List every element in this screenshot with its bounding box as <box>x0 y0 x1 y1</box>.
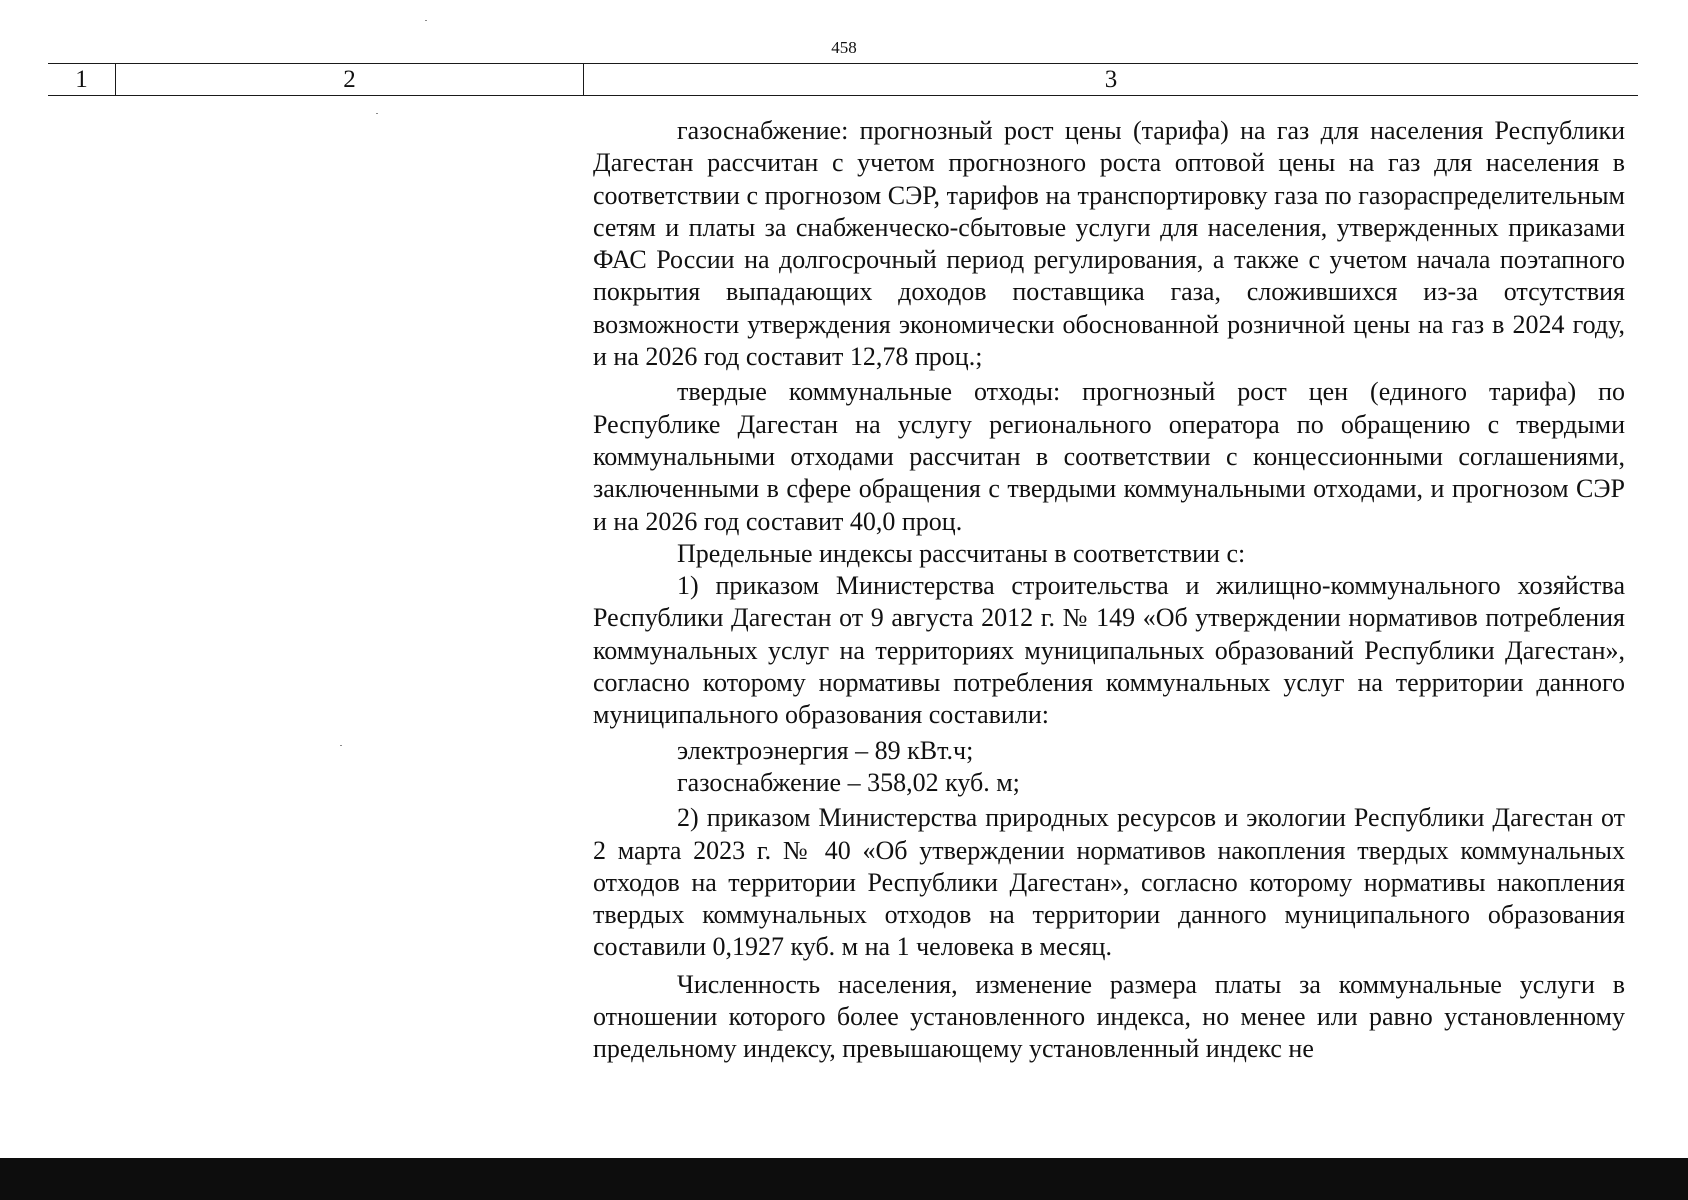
table-header-top-border <box>48 63 1638 64</box>
paragraph-population: Численность населения, изменение размера платы за коммунальные услуги в отношении которого более установленного индекса, но менее или равно установленному предельному индексу, превышающему установленный индекс не <box>593 969 1625 1064</box>
paragraph-electricity-norm: электроэнергия – 89 кВт.ч; <box>677 735 974 765</box>
paragraph-order-1: 1) приказом Министерства строительства и жилищно-коммунального хозяйства Республики Дагестан от 9 августа 2012 г. № 149 «Об утверждении нормативов потребления коммунальных услуг на территориях муниципальных образований Республики Дагестан», согласно которому нормативы потребления коммунальных услуг на территории данного муниципального образования составили: <box>593 571 1625 730</box>
paragraph-order-2: 2) приказом Министерства природных ресурсов и экологии Республики Дагестан от 2 марта 2023 г. № 40 «Об утверждении нормативов накопления твердых коммунальных отходов на территории Республики Дагестан», согласно которому нормативы накопления твердых коммунальных отходов на территории данного муниципального образования составили 0,1927 куб. м на 1 человека в месяц. <box>593 803 1625 962</box>
scan-bottom-edge <box>0 1158 1688 1200</box>
paragraph-gas-supply: газоснабжение: прогнозный рост цены (тарифа) на газ для населения Республики Дагестан рассчитан с учетом прогнозного роста оптовой цены на газ для населения в соответствии с прогнозом СЭР, тарифов на транспортировку газа по газораспределительным сетям и платы за снабженческо-сбытовые услуги для населения, утвержденных приказами ФАС России на долгосрочный период регулирования, а также с учетом начала поэтапного покрытия выпадающих доходов поставщика газа, сложившихся из-за отсутствия возможности утверждения экономически обоснованной розничной цены на газ в 2024 году, и на 2026 год составит 12,78 проц.; <box>593 116 1625 372</box>
column-3-body-text <box>593 115 1625 1066</box>
paragraph-indices-intro: Предельные индексы рассчитаны в соответствии с: <box>677 538 1246 568</box>
column-header-2: 2 <box>343 66 356 93</box>
table-header-bottom-border <box>48 95 1638 96</box>
scan-speck <box>340 745 342 746</box>
paragraph-solid-waste: твердые коммунальные отходы: прогнозный рост цен (единого тарифа) по Республике Дагестан на услугу регионального оператора по обращению с твердыми коммунальными отходами рассчитан в соответствии с концессионными соглашениями, заключенными в сфере обращения с твердыми коммунальными отходами, и прогнозом СЭР и на 2026 год составит 40,0 проц. <box>593 377 1625 536</box>
page-number: 458 <box>831 38 857 57</box>
paragraph-gas-norm: газоснабжение – 358,02 куб. м; <box>677 767 1020 797</box>
scan-speck <box>376 113 378 114</box>
column-header-3: 3 <box>1104 66 1118 93</box>
scan-speck <box>425 20 427 21</box>
column-header-1: 1 <box>75 66 88 93</box>
